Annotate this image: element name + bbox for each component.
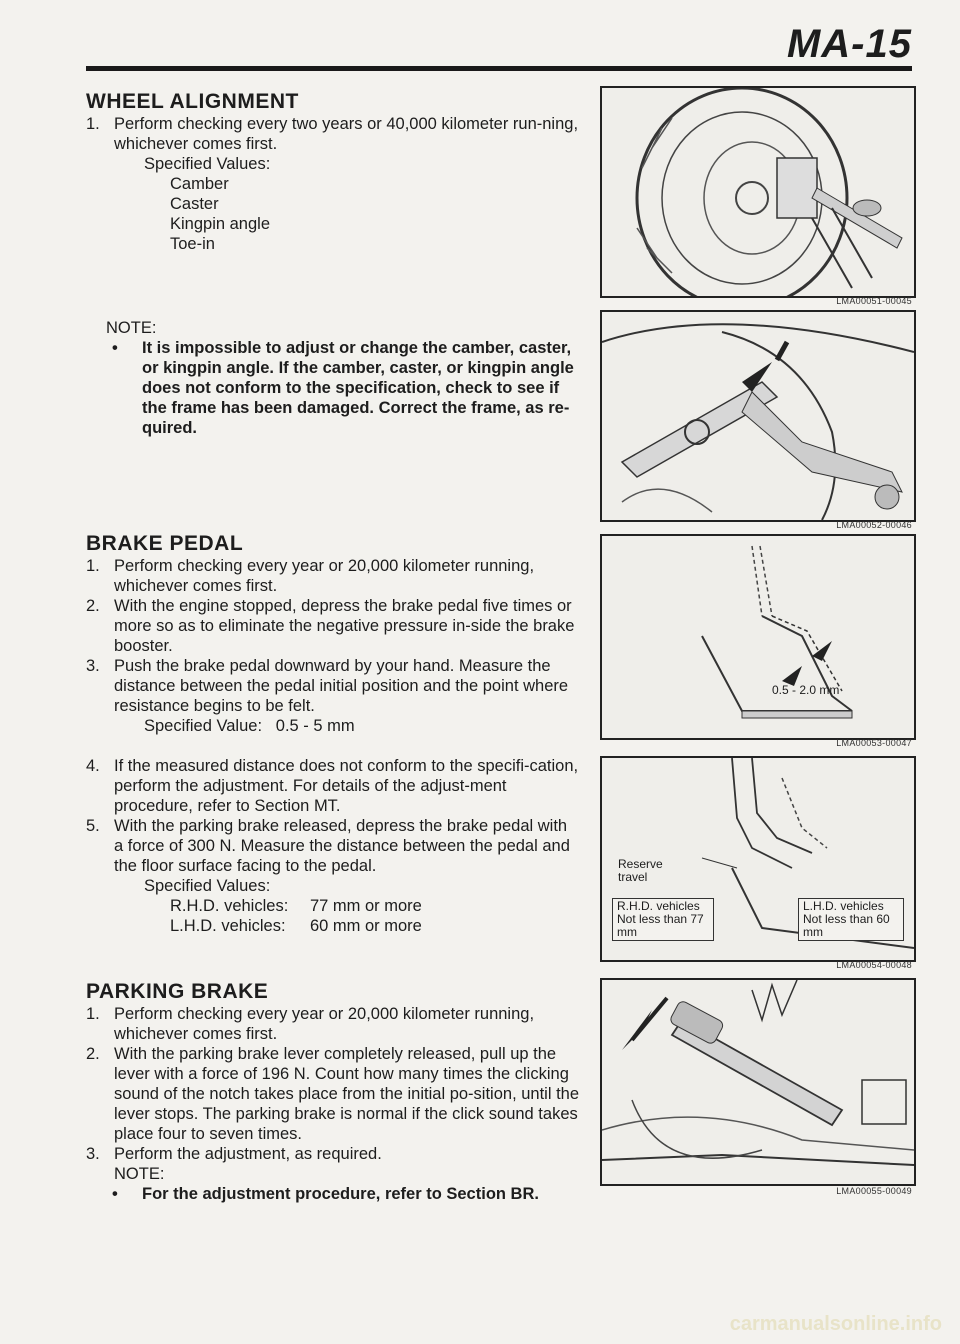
page-code: MA-15 bbox=[786, 22, 912, 66]
note-label: NOTE: bbox=[106, 319, 157, 337]
brake-pedal-play-illustration bbox=[602, 536, 914, 738]
figure-id-1: LMA00051-00045 bbox=[836, 296, 912, 306]
figure-id-4: LMA00054-00048 bbox=[836, 960, 912, 970]
pedal-play-label: 0.5 - 2.0 mm bbox=[772, 683, 840, 697]
parking-brake-step-1 bbox=[86, 1004, 580, 1044]
brake-pedal-spec-lhd bbox=[86, 916, 580, 936]
parking-brake-note-bullet bbox=[86, 1184, 580, 1204]
lhd-reserve-label: L.H.D. vehicles Not less than 60 mm bbox=[798, 898, 904, 941]
figure-id-2: LMA00052-00046 bbox=[836, 520, 912, 530]
brake-pedal-spec-rhd bbox=[86, 896, 580, 916]
note-text: For the adjustment procedure, refer to Section BR. bbox=[142, 1185, 539, 1203]
step-text: Perform checking every two years or 40,000 kilometer run-ning, whichever comes first. bbox=[114, 115, 579, 153]
brake-pedal-step-2 bbox=[86, 596, 580, 656]
figure-id-5: LMA00055-00049 bbox=[836, 1186, 912, 1196]
wheel-alignment-section bbox=[86, 92, 580, 254]
step-text: Perform checking every year or 20,000 kilometer running, whichever comes first. bbox=[114, 1005, 535, 1043]
rhd-reserve-label: R.H.D. vehicles Not less than 77 mm bbox=[612, 898, 714, 941]
spec-item-toe-in: Toe-in bbox=[170, 235, 215, 253]
brake-pedal-step-3 bbox=[86, 656, 580, 716]
brake-pedal-section-continued bbox=[86, 756, 580, 936]
brake-pedal-spec-label: Specified Values: bbox=[144, 877, 271, 895]
brake-pedal-spec-value: Specified Value: 0.5 - 5 mm bbox=[144, 717, 355, 735]
figure-id-3: LMA00053-00047 bbox=[836, 738, 912, 748]
suspension-illustration bbox=[602, 312, 914, 520]
parking-brake-step-3 bbox=[86, 1144, 580, 1164]
rhd-label: R.H.D. vehicles: bbox=[170, 897, 289, 915]
brake-pedal-step-4 bbox=[86, 756, 580, 816]
figure-brake-pedal-play bbox=[600, 534, 916, 740]
brake-pedal-step-5 bbox=[86, 816, 580, 876]
bullet-dot: • bbox=[112, 339, 118, 357]
step-number: 1. bbox=[86, 557, 100, 575]
figure-parking-brake-lever bbox=[600, 978, 916, 1186]
step-number: 2. bbox=[86, 1045, 100, 1063]
watermark: carmanualsonline.info bbox=[729, 1313, 942, 1335]
step-text: Perform checking every year or 20,000 kilometer running, whichever comes first. bbox=[114, 557, 535, 595]
step-number: 1. bbox=[86, 1005, 100, 1023]
parking-brake-section bbox=[86, 982, 580, 1204]
brake-pedal-title: BRAKE PEDAL bbox=[86, 532, 244, 555]
lhd-value: 60 mm or more bbox=[310, 917, 422, 935]
brake-pedal-step-1 bbox=[86, 556, 580, 596]
parking-brake-illustration bbox=[602, 980, 914, 1184]
step-number: 3. bbox=[86, 657, 100, 675]
spec-item-caster: Caster bbox=[170, 195, 219, 213]
step-text: If the measured distance does not conform to the specifi-cation, perform the adjustment. For details of the adjust-ment procedure, refer to Section MT. bbox=[114, 757, 579, 815]
note-label: NOTE: bbox=[114, 1165, 165, 1183]
step-text: With the engine stopped, depress the brake pedal five times or more so as to eliminate the negative pressure in-side the brake booster. bbox=[114, 597, 575, 655]
step-text: With the parking brake released, depress the brake pedal with a force of 300 N. Measure the distance between the pedal and the floor surface facing to the pedal. bbox=[114, 817, 570, 875]
figure-suspension-frame bbox=[600, 310, 916, 522]
rhd-value: 77 mm or more bbox=[310, 897, 422, 915]
step-number: 2. bbox=[86, 597, 100, 615]
step-number: 5. bbox=[86, 817, 100, 835]
step-number: 3. bbox=[86, 1145, 100, 1163]
note-bullet bbox=[86, 338, 580, 438]
note-text: It is impossible to adjust or change the camber, caster, or kingpin angle. If the camber, caster, or kingpin angle does not conform to the specification, check to see if the frame has been damaged. Correct the frame, as re-quired. bbox=[142, 339, 574, 437]
step-number: 1. bbox=[86, 115, 100, 133]
wheel-alignment-note bbox=[86, 316, 580, 438]
step-number: 4. bbox=[86, 757, 100, 775]
wheel-alignment-title: WHEEL ALIGNMENT bbox=[86, 90, 299, 113]
wheel-alignment-step-1 bbox=[86, 114, 580, 154]
figure-reserve-travel bbox=[600, 756, 916, 962]
figure-wheel-alignment-gauge bbox=[600, 86, 916, 298]
bullet-dot: • bbox=[112, 1185, 118, 1203]
wheel-gauge-illustration bbox=[602, 88, 914, 296]
spec-label: Specified Values: bbox=[144, 155, 271, 173]
parking-brake-title: PARKING BRAKE bbox=[86, 980, 269, 1003]
header-rule bbox=[86, 66, 912, 71]
spec-item-camber: Camber bbox=[170, 175, 229, 193]
spec-item-kingpin: Kingpin angle bbox=[170, 215, 270, 233]
reserve-travel-label: Reserve travel bbox=[618, 857, 663, 884]
lhd-label: L.H.D. vehicles: bbox=[170, 917, 286, 935]
step-text: Perform the adjustment, as required. bbox=[114, 1145, 382, 1163]
step-text: Push the brake pedal downward by your hand. Measure the distance between the pedal initial position and the point where resistance begins to be felt. bbox=[114, 657, 569, 715]
parking-brake-note-label bbox=[86, 1164, 580, 1184]
parking-brake-step-2 bbox=[86, 1044, 580, 1144]
brake-pedal-section bbox=[86, 534, 580, 736]
step-text: With the parking brake lever completely released, pull up the lever with a force of 196 N. Count how many times the clicking sound of the notch takes place from the initial po-sition, until the lever stops. The parking brake is normal if the click sound takes place four to seven times. bbox=[114, 1045, 580, 1143]
